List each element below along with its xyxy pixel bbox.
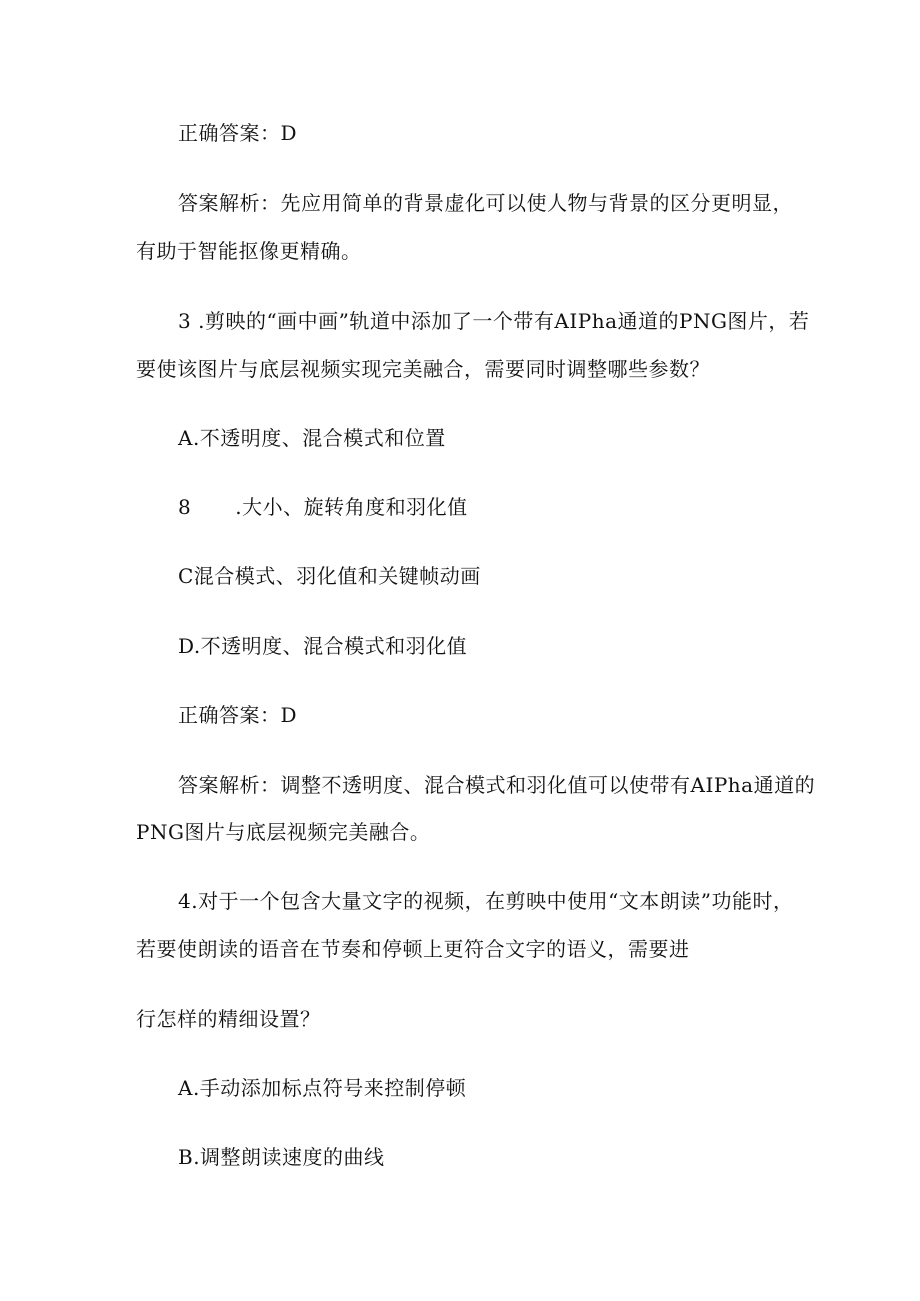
q3-option-b xyxy=(178,493,468,521)
q4-option-b: B.调整朗读速度的曲线 xyxy=(178,1145,385,1169)
q3-option-d: D.不透明度、混合模式和羽化值 xyxy=(178,634,468,658)
q3-option-b-text: .大小、旋转角度和羽化值 xyxy=(235,495,468,519)
q3-option-a: A.不透明度、混合模式和位置 xyxy=(178,426,446,450)
q3-option-b-number: 8 xyxy=(178,495,192,519)
q2-explanation-line-2: 有助于智能抠像更精确。 xyxy=(136,239,362,263)
q3-explanation-line-2: PNG图片与底层视频完美融合。 xyxy=(136,820,431,844)
q4-question-line-1: 4.对于一个包含大量文字的视频，在剪映中使用“文本朗读”功能时， xyxy=(178,889,794,913)
q4-option-a: A.手动添加标点符号来控制停顿 xyxy=(178,1076,467,1100)
q2-explanation-line-1: 答案解析：先应用简单的背景虚化可以使人物与背景的区分更明显， xyxy=(178,191,793,215)
q4-question-line-3: 行怎样的精细设置？ xyxy=(136,1007,321,1031)
q3-explanation-line-1: 答案解析：调整不透明度、混合模式和羽化值可以使带有AIPha通道的 xyxy=(178,773,816,797)
q2-correct-answer: 正确答案：D xyxy=(178,121,298,145)
q3-option-c: C混合模式、羽化值和关键帧动画 xyxy=(178,564,481,588)
q3-correct-answer: 正确答案：D xyxy=(178,703,298,727)
q3-question-line-1: 3 .剪映的“画中画”轨道中添加了一个带有AIPha通道的PNG图片，若 xyxy=(178,309,810,333)
q4-question-line-2: 若要使朗读的语音在节奏和停顿上更符合文字的语义，需要进 xyxy=(136,937,690,961)
q3-question-line-2: 要使该图片与底层视频实现完美融合，需要同时调整哪些参数？ xyxy=(136,357,710,381)
